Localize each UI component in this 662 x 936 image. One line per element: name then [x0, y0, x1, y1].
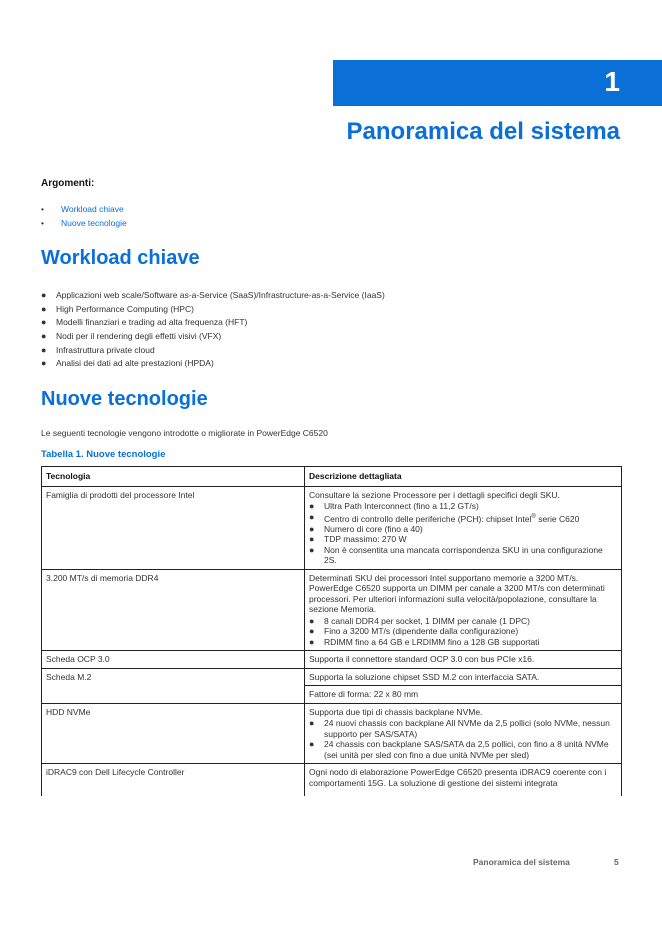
bullet-icon: ●	[41, 290, 47, 300]
bullet-icon: ●	[41, 317, 47, 328]
tech-cell: Scheda M.2	[42, 668, 305, 703]
bullet-icon: ●	[309, 626, 315, 637]
list-item: ● Infrastruttura private cloud	[41, 344, 155, 355]
list-item: ● Nodi per il rendering degli effetti visivi (VFX)	[41, 331, 222, 342]
bullet-icon: ●	[309, 501, 315, 511]
list-item: ● Ultra Path Interconnect (fino a 11,2 GT/s)	[309, 501, 479, 511]
list-item: ● RDIMM fino a 64 GB e LRDIMM fino a 128 GB supportati	[309, 636, 540, 647]
section-heading-new-tech: Nuove tecnologie	[41, 388, 208, 410]
footer-section-title: Panoramica del sistema	[473, 857, 570, 867]
bullet-icon: ●	[309, 534, 315, 545]
bullet-icon: ●	[41, 358, 47, 369]
list-item: ● Centro di controllo delle periferiche (PCH): chipset Intel® serie C620	[309, 511, 580, 524]
bullet-icon: ●	[41, 303, 47, 314]
table-row	[42, 651, 622, 669]
table-row	[42, 764, 622, 797]
tech-cell: 3.200 MT/s di memoria DDR4	[42, 569, 305, 651]
topic-item	[41, 203, 127, 217]
bullet-icon: ●	[309, 615, 315, 626]
table-row	[42, 668, 622, 686]
topics-label: Argomenti:	[41, 178, 95, 189]
bullet-icon: •	[41, 204, 44, 214]
desc-list	[309, 501, 617, 566]
desc-cell: Supporta due tipi di chassis backplane NVMe. ● 24 nuovi chassis con backplane All NVMe da 2,5 pollici (solo NVMe, nessun supporto per SAS/SATA) ● 24 chassis con backplane SAS/SATA da 2,5 pollici, con fino a 8 unità NVMe (sei unità per sled con fino a due unità NVMe per sled)	[305, 703, 622, 764]
bullet-icon: ●	[309, 739, 315, 750]
tech-cell: HDD NVMe	[42, 703, 305, 764]
list-item: ● 24 nuovi chassis con backplane All NVMe da 2,5 pollici (solo NVMe, nessun supporto per SAS/SATA)	[309, 718, 610, 739]
list-item: ● 24 chassis con backplane SAS/SATA da 2,5 pollici, con fino a 8 unità NVMe (sei unità per sled con fino a due unità NVMe per sled)	[309, 739, 609, 760]
list-item: ● Analisi dei dati ad alte prestazioni (HPDA)	[41, 358, 214, 369]
bullet-icon: ●	[309, 636, 315, 647]
new-tech-table	[41, 466, 622, 796]
chapter-number: 1	[604, 66, 620, 97]
desc-cell: Fattore di forma: 22 x 80 mm	[305, 686, 622, 704]
desc-list	[309, 616, 617, 648]
section-heading-workload: Workload chiave	[41, 247, 200, 269]
bullet-icon: ●	[309, 511, 315, 522]
tech-cell: Famiglia di prodotti del processore Intel	[42, 486, 305, 569]
tech-cell: iDRAC9 con Dell Lifecycle Controller	[42, 764, 305, 797]
list-item: ● Numero di core (fino a 40)	[309, 523, 423, 534]
topic-link-workload[interactable]: Workload chiave	[61, 204, 124, 214]
list-item: ● 8 canali DDR4 per socket, 1 DIMM per canale (1 DPC)	[309, 615, 530, 626]
bullet-icon: ●	[309, 523, 315, 534]
table-row	[42, 569, 622, 651]
page-number: 5	[614, 857, 619, 867]
list-item: ● Non è consentita una mancata corrispondenza SKU in una configurazione 2S.	[309, 544, 603, 566]
tech-cell: Scheda OCP 3.0	[42, 651, 305, 669]
desc-cell: Consultare la sezione Processore per i dettagli specifici degli SKU. ● Ultra Path Interconnect (fino a 11,2 GT/s) ● Centro di controllo delle periferiche (PCH): chipset Intel® serie C620 ● Numero di core (fino a 40) ● TDP massimo: 270 W ● Non è consentita una mancata corrispondenza SKU in una configurazione 2S.	[305, 486, 622, 569]
desc-list	[309, 718, 617, 760]
bullet-icon: ●	[309, 718, 315, 729]
list-item: ● Modelli finanziari e trading ad alta frequenza (HFT)	[41, 317, 248, 328]
list-item: ● Applicazioni web scale/Software as-a-Service (SaaS)/Infrastructure-as-a-Service (IaaS)	[41, 290, 385, 300]
section-intro: Le seguenti tecnologie vengono introdotte o migliorate in PowerEdge C6520	[41, 428, 328, 438]
bullet-icon: ●	[41, 331, 47, 342]
table-row	[42, 486, 622, 569]
topics-list	[41, 203, 127, 231]
list-item: ● TDP massimo: 270 W	[309, 534, 407, 545]
table-header-row	[42, 467, 622, 487]
workload-list	[41, 289, 385, 371]
table-row	[42, 703, 622, 764]
desc-cell: Determinati SKU dei processori Intel supportano memorie a 3200 MT/s. PowerEdge C6520 supporta un DIMM per canale a 3200 MT/s con determinati processori. Per ulteriori informazioni sulla velocità/popolazione, consultare la sezione Memoria. ● 8 canali DDR4 per socket, 1 DIMM per canale (1 DPC) ● Fino a 3200 MT/s (dipendente dalla configurazione) ● RDIMM fino a 64 GB e LRDIMM fino a 128 GB supportati	[305, 569, 622, 651]
bullet-icon: ●	[41, 344, 47, 355]
column-header-tech: Tecnologia	[42, 467, 305, 487]
desc-cell: Supporta il connettore standard OCP 3.0 con bus PCIe x16.	[305, 651, 622, 669]
chapter-title: Panoramica del sistema	[346, 118, 620, 145]
chapter-number-banner	[333, 60, 662, 106]
bullet-icon: •	[41, 218, 44, 228]
desc-cell: Ogni nodo di elaborazione PowerEdge C6520 presenta iDRAC9 coerente con i comportamenti 15G. La soluzione di gestione dei sistemi integrata	[305, 764, 622, 797]
desc-cell: Supporta la soluzione chipset SSD M.2 con interfaccia SATA.	[305, 668, 622, 686]
topic-item	[41, 217, 127, 231]
column-header-desc: Descrizione dettagliata	[305, 467, 622, 487]
bullet-icon: ●	[309, 544, 315, 555]
topic-link-new-tech[interactable]: Nuove tecnologie	[61, 218, 127, 228]
list-item: ● Fino a 3200 MT/s (dipendente dalla configurazione)	[309, 626, 519, 637]
table-caption: Tabella 1. Nuove tecnologie	[41, 449, 166, 460]
list-item: ● High Performance Computing (HPC)	[41, 303, 194, 314]
